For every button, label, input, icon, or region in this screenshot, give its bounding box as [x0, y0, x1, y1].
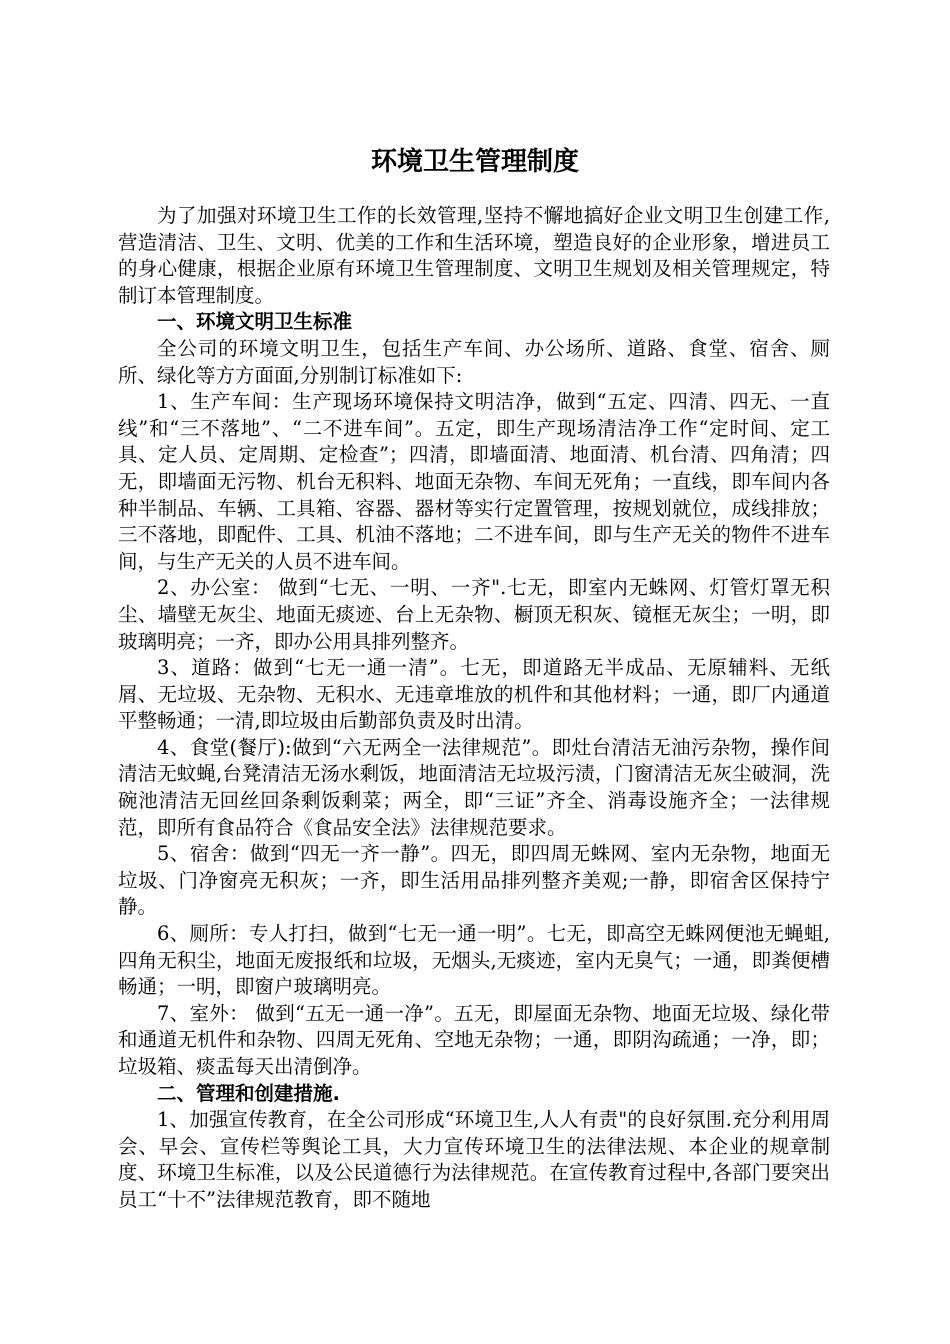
canteen-paragraph: 4、食堂(餐厅):做到“六无两全一法律规范”。即灶台清洁无油污杂物，操作间清洁无蚊蝇,台凳清洁无汤水剩饭，地面清洁无垃圾污渍，门窗清洁无灰尘破洞，洗碗池清洁无回丝回条剩饭剩菜；两全，即“三证”齐全、消毒设施齐全；一法律规范，即所有食品符合《食品安全法》法律规范要求。: [118, 735, 830, 839]
office-paragraph: 2、办公室： 做到“七无、一明、一齐".七无，即室内无蛛网、灯管灯罩无积尘、墙壁无灰尘、地面无痰迹、台上无杂物、橱顶无积灰、镜框无灰尘；一明，即玻璃明亮；一齐，即办公用具排列整齐。: [118, 576, 830, 653]
road-paragraph: 3、道路：做到“七无一通一清”。七无，即道路无半成品、无原辅料、无纸屑、无垃圾、无杂物、无积水、无违章堆放的机件和其他材料；一通，即厂内通道平整畅通；一清,即垃圾由后勤部负责及时出清。: [118, 656, 830, 733]
outdoor-paragraph: 7、室外： 做到“五无一通一净”。五无，即屋面无杂物、地面无垃圾、绿化带和通道无机件和杂物、四周无死角、空地无杂物；一通，即阴沟疏通；一净，即；垃圾箱、痰盂每天出清倒净。: [118, 1001, 830, 1078]
standards-intro-paragraph: 全公司的环境文明卫生，包括生产车间、办公场所、道路、食堂、宿舍、厕所、绿化等方方面面,分别制订标准如下:: [118, 336, 830, 387]
section-heading-measures: 二、管理和创建措施.: [157, 1081, 340, 1105]
dormitory-paragraph: 5、宿舍：做到“四无一齐一静”。四无，即四周无蛛网、室内无杂物，地面无垃圾、门净窗亮无积灰；一齐，即生活用品排列整齐美观;一静，即宿舍区保持宁静。: [118, 842, 830, 919]
education-paragraph: 1、加强宣传教育，在全公司形成“环境卫生,人人有责"的良好氛围.充分利用周会、早会、宣传栏等舆论工具，大力宣传环境卫生的法律法规、本企业的规章制度、环境卫生标准，以及公民道德行为法律规范。在宣传教育过程中,各部门要突出员工“十不”法律规范教育，即不随地: [118, 1108, 830, 1211]
intro-paragraph: 为了加强对环境卫生工作的长效管理,坚持不懈地搞好企业文明卫生创建工作,营造清洁、卫生、文明、优美的工作和生活环境，塑造良好的企业形象，增进员工的身心健康，根据企业原有环境卫生管理制度、文明卫生规划及相关管理规定，特制订本管理制度。: [118, 204, 830, 307]
document-title: 环境卫生管理制度: [370, 147, 579, 177]
section-heading-standards: 一、环境文明卫生标准: [157, 310, 353, 334]
workshop-paragraph: 1、生产车间：生产现场环境保持文明洁净，做到“五定、四清、四无、一直线”和“三不落地”、“二不进车间”。五定，即生产现场清洁净工作“定时间、定工具、定人员、定周期、定检查”；四清，即墙面清、地面清、机台清、四角清；四无，即墙面无污物、机台无积料、地面无杂物、车间无死角；一直线，即车间内各种半制品、车辆、工具箱、容器、器材等实行定置管理，按规划就位，成线排放；三不落地，即配件、工具、机油不落地；二不进车间，即与生产无关的物件不进车间，与生产无关的人员不进车间。: [118, 390, 830, 573]
toilet-paragraph: 6、厕所：专人打扫，做到“七无一通一明”。七无，即高空无蛛网便池无蝇蛆,四角无积尘，地面无废报纸和垃圾，无烟头,无痰迹，室内无臭气；一通，即粪便槽畅通；一明，即窗户玻璃明亮。: [118, 922, 830, 999]
document-body: [118, 203, 830, 1214]
